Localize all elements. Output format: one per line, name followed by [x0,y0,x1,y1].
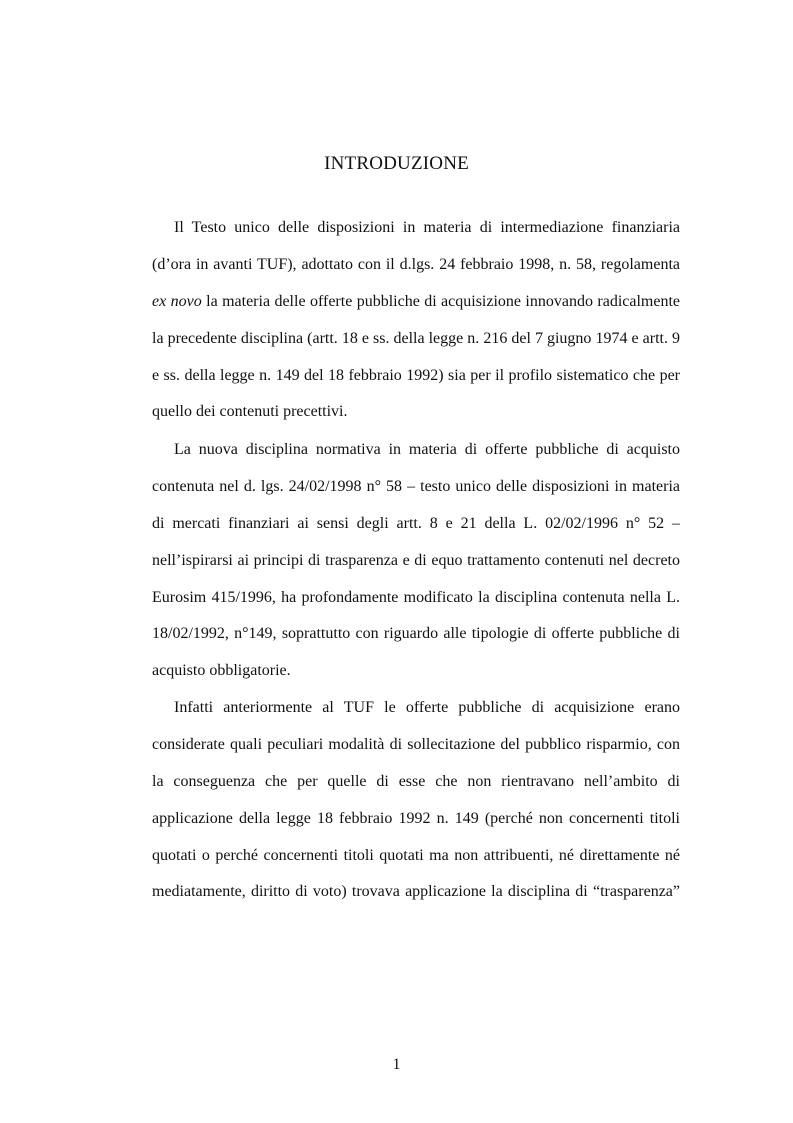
text-line: (d’ora in avanti TUF), adottato con il d.lgs. 24 febbraio 1998, n. 58, regolamenta [152,255,680,273]
text-line: Il Testo unico delle disposizioni in materia di intermediazione finanziaria [174,219,680,236]
paragraph-2 [152,432,680,690]
text-line: la conseguenza che per quelle di esse che non rientravano nell’ambito di [152,772,680,790]
text-line: considerate quali peculiari modalità di sollecitazione del pubblico risparmio, con [152,735,680,753]
text-line: quotati o perché concernenti titoli quotati ma non attribuenti, né direttamente né [152,846,680,864]
text-line: nell’ispirarsi ai principi di trasparenza e di equo trattamento contenuti nel decreto [152,551,680,569]
text-segment: la materia delle offerte pubbliche di acquisizione innovando radicalmente [201,292,680,310]
page-title: INTRODUZIONE [324,153,469,174]
text-line [152,284,680,321]
text-line: 18/02/1992, n°149, soprattutto con riguardo alle tipologie di offerte pubbliche di [152,625,680,643]
text-line: di mercati finanziari ai sensi degli artt. 8 e 21 della L. 02/02/1996 n° 52 – [152,514,680,532]
text-line: mediatamente, diritto di voto) trovava applicazione la disciplina di “trasparenza” [152,883,680,901]
text-line: quello dei contenuti precettivi. [152,403,348,421]
text-line: acquisto obbligatorie. [152,662,291,680]
italic-phrase: ex novo [152,292,202,310]
text-line: applicazione della legge 18 febbraio 1992 n. 149 (perché non concernenti titoli [152,809,680,827]
text-line: La nuova disciplina normativa in materia di offerte pubbliche di acquisto [174,441,680,458]
text-line: la precedente disciplina (artt. 18 e ss. della legge n. 216 del 7 giugno 1974 e artt. 9 [152,329,680,347]
text-line: Infatti anteriormente al TUF le offerte pubbliche di acquisizione erano [174,699,680,716]
text-line: Eurosim 415/1996, ha profondamente modificato la disciplina contenuta nella L. [152,588,680,606]
text-line: contenuta nel d. lgs. 24/02/1998 n° 58 – testo unico delle disposizioni in materia [152,477,680,495]
paragraph-1 [152,210,680,431]
page-number: 1 [392,1056,401,1073]
text-line: e ss. della legge n. 149 del 18 febbraio 1992) sia per il profilo sistematico che per [152,366,680,384]
paragraph-3 [152,690,680,911]
